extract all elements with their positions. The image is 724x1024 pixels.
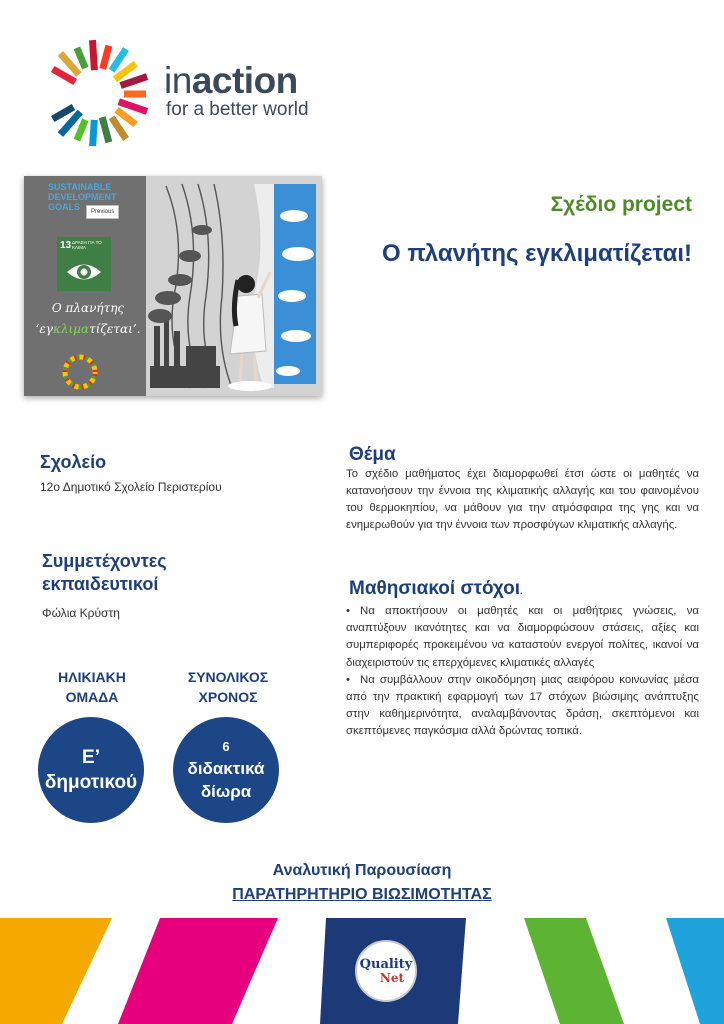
age-group-badge	[38, 717, 144, 823]
poster-line-2-prefix: ‘εγ	[35, 322, 53, 336]
total-time-value-line3: δίωρα	[200, 782, 252, 801]
goals-heading-dot: .	[520, 586, 523, 596]
total-time-value-line2: διδακτικά	[187, 759, 265, 778]
goal-item-text: Να συμβάλλουν στην οικοδόμηση μιας αειφόρου κοινωνίας μέσα από την πρακτική εφαρμογή των 17 στόχων βιώσιμης ανάπτυξης στην καθημερινότητα, αναλαμβάνοντας δράση, σκεπτόμενοι και σκεπτόμενες παγκόσμια αλλά δρώντας τοπικά.	[346, 673, 699, 738]
goals-list	[346, 603, 699, 741]
age-group-value-line1: Ε’	[82, 747, 100, 768]
logo-ray	[117, 110, 136, 125]
footer-stripes	[0, 918, 724, 1024]
logo-ray	[77, 48, 85, 68]
qualitynet-text-bottom: Net	[379, 971, 405, 985]
sdg13-tile	[57, 237, 111, 291]
plan-label: Σχέδιο project	[550, 193, 692, 216]
logo-ray	[121, 77, 148, 86]
brand-name-prefix: in	[164, 60, 192, 101]
brand-name-main: action	[191, 60, 298, 101]
logo-ray	[119, 102, 147, 112]
project-title: Ο πλανήτης εγκλιματίζεται!	[381, 240, 692, 267]
total-time-heading-line2: ΧΡΟΝΟΣ	[198, 689, 258, 705]
previous-button[interactable]: Previous	[86, 205, 119, 219]
poster-line-2-green: κλιμα	[52, 322, 90, 336]
total-time-heading	[170, 667, 286, 707]
project-poster	[24, 176, 322, 396]
bullet-icon: •	[346, 605, 350, 617]
logo-ray	[93, 120, 95, 146]
logo-ray	[102, 117, 109, 142]
theme-heading: Θέμα	[349, 444, 396, 465]
poster-illustration	[146, 176, 322, 396]
stripe-orange	[0, 918, 112, 1024]
teachers-heading: Συμμετέχοντες εκπαιδευτικοί	[42, 551, 167, 594]
age-group-value-line2: δημοτικού	[44, 772, 138, 793]
goal-item	[346, 672, 699, 741]
sdg-title: SUSTAINABLE DEVELOPMENT GOALS	[48, 182, 117, 212]
goals-heading-text: Μαθησιακοί στόχοι	[349, 578, 520, 599]
goal-item-text: Να αποκτήσουν οι μαθητές και οι μαθήτριες γνώσεις, να αναπτύξουν ικανότητες και να διαμορφώσουν στάσεις, αξίες και συμπεριφορές προκειμένου να καταστούν ενεργοί πολίτες, ικανοί να διαχειριστούν τις επερχόμενες κλιματικές αλλαγές	[346, 605, 699, 669]
goals-heading	[349, 577, 523, 603]
poster-line-1: Ο πλανήτης	[51, 301, 125, 315]
observatory-link[interactable]: ΠΑΡΑΤΗΡΗΤΗΡΙΟ ΒΙΩΣΙΜΟΤΗΤΑΣ	[232, 886, 492, 903]
logo-ray	[93, 40, 95, 70]
bullet-icon: •	[346, 673, 350, 686]
logo-ray	[112, 117, 126, 139]
school-value: 12ο Δημοτικό Σχολείο Περιστερίου	[40, 480, 222, 494]
age-group-heading-line2: ΟΜΑΔΑ	[65, 689, 119, 705]
total-time-heading-line1: ΣΥΝΟΛΙΚΟΣ	[187, 669, 269, 685]
stripe-blue	[666, 918, 724, 1024]
poster-line-2-suffix: τίζεται’.	[89, 322, 141, 336]
theme-body: Το σχέδιο μαθήματος έχει διαμορφωθεί έτσι ώστε οι μαθητές να κατανοήσουν την έννοια της κλιματικής αλλαγής και του φαινομένου του θερμοκηπίου, να μάθουν για την ατμόσφαιρα της γης και να ενημερωθούν για την έννοια των προσφύγων κλιματικής αλλαγής.	[346, 468, 699, 531]
sdg13-number: 13	[60, 240, 72, 251]
logo-ray	[112, 49, 126, 71]
age-group-heading-line1: ΗΛΙΚΙΑΚΗ	[58, 669, 126, 685]
eye-globe-icon	[65, 257, 103, 287]
analysis-heading: Αναλυτική Παρουσίαση	[272, 862, 452, 879]
teachers-value: Φώλια Κρύστη	[42, 606, 120, 620]
poster-left-panel	[24, 176, 146, 396]
stripe-green	[524, 918, 624, 1024]
stripe-magenta	[118, 918, 278, 1024]
school-heading: Σχολείο	[40, 452, 107, 472]
sdg-wheel-icon	[62, 354, 98, 390]
brand-name	[164, 62, 298, 99]
girl-curtain-illustration	[146, 176, 322, 396]
age-group-heading	[40, 667, 144, 707]
goal-item	[346, 603, 699, 672]
poster-line-2	[30, 322, 146, 336]
total-time-number: 6	[222, 739, 230, 754]
qualitynet-text-top: Quality	[359, 957, 413, 972]
logo-ray	[53, 107, 74, 119]
brand-tagline: for a better world	[166, 99, 309, 120]
total-time-badge	[173, 717, 279, 823]
inaction-logo-rays	[38, 38, 154, 146]
logo-ray	[77, 120, 85, 140]
sdg13-text: ΔΡΑΣΗ ΓΙΑ ΤΟ ΚΛΙΜΑ	[72, 240, 102, 250]
logo-ray	[103, 46, 109, 69]
